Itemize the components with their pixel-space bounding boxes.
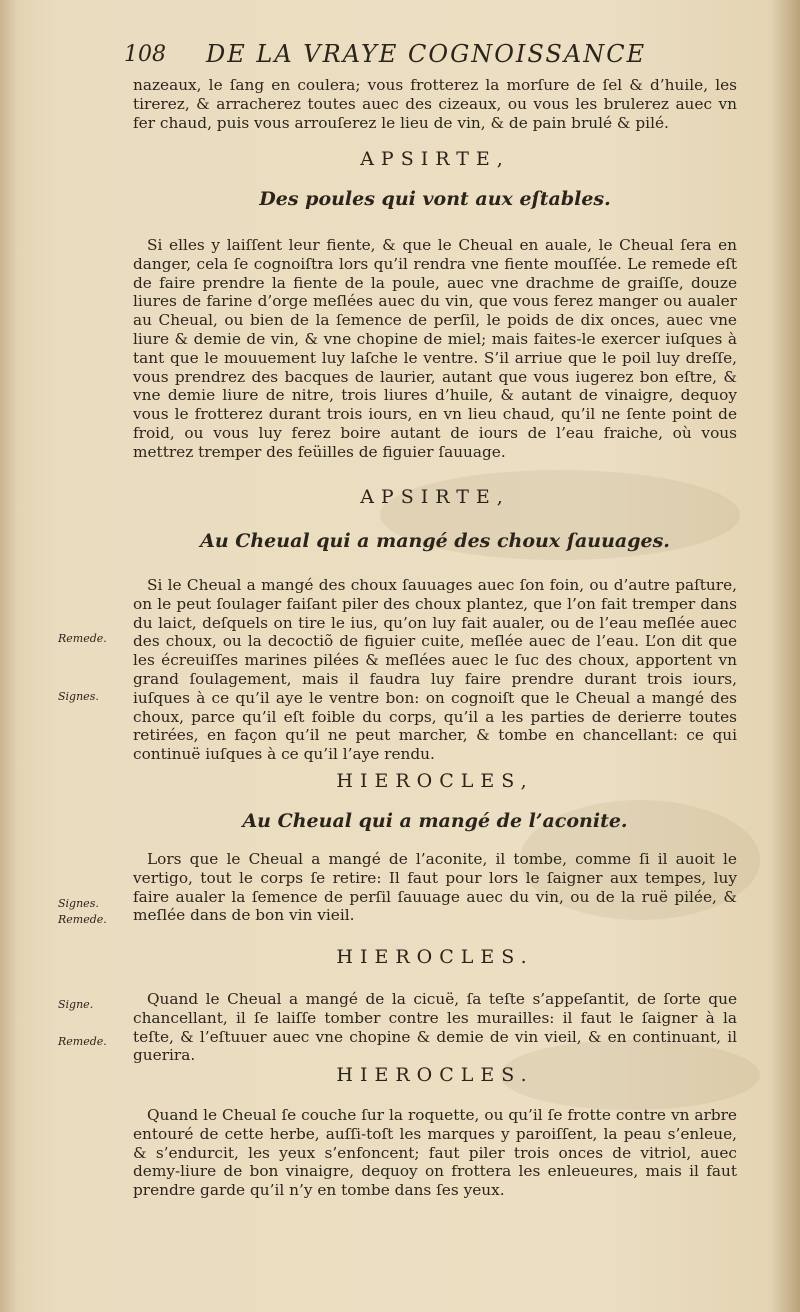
margin-note-signes: Signes. [58,897,99,910]
section-subheading-choux: Au Cheual qui a mangé des choux ſauuages. [200,530,670,552]
section-heading-apsirte-1: APSIRTE, [360,148,510,170]
paragraph-cicue: Quand le Cheual a mangé de la cicuë, ſa teſte s’appeſantit, de ſorte que chancellant, il ſe laiſſe tomber contre les murailles: il faut le ſaigner à la teſte, & l’eſtuuer auec vne chopine & demie de vin vieil, & en continuant, il guerira. [133,990,737,1065]
running-title: DE LA VRAYE COGNOISSANCE [206,40,647,68]
margin-note-remede: Remede. [58,632,107,645]
margin-note-signe: Signe. [58,998,94,1011]
section-heading-hierocles-3: HIEROCLES. [336,1064,534,1086]
page-number: 108 [124,42,166,67]
section-heading-hierocles-1: HIEROCLES, [336,770,534,792]
section-subheading-aconite: Au Cheual qui a mangé de l’aconite. [242,810,628,832]
paragraph-roquette: Quand le Cheual ſe couche ſur la roquette, ou qu’il ſe frotte contre vn arbre entouré de cette herbe, auſſi-toſt les marques y paroiſſent, la peau s’enleue, & s’endurcit, les yeux s’enfoncent; faut piler trois onces de vitriol, auec demy-liure de bon vinaigre, dequoy on frottera les enleueures, mais il faut prendre garde qu’il n’y en tombe dans ſes yeux. [133,1106,737,1200]
section-heading-hierocles-2: HIEROCLES. [336,946,534,968]
paragraph-choux: Si le Cheual a mangé des choux ſauuages auec ſon foin, ou d’autre paſture, on le peut ſoulager faiſant piler des choux plantez, que l’on fait tremper dans du laict, deſquels on tire le ius, qu’on luy fait aualer, ou de l’eau meſlée auec des choux, ou la decoctiõ de figuier cuite, meſlée auec de l’eau. L’on dit que les écreuiſſes marines pilées & meſlées auec le ſuc des choux, apportent vn grand ſoulagement, mais il faudra luy faire prendre durant trois iours, iuſques à ce qu’il aye le ventre bon: on cognoiſt que le Cheual a mangé des choux, parce qu’il eſt foible du corps, qu’il a les parties de derierre toutes retirées, en façon qu’il ne peut marcher, & tombe en chancellant: ce qui continuë iuſques à ce qu’il l’aye rendu. [133,576,737,764]
page-header [124,40,744,72]
margin-note-signes: Signes. [58,690,99,703]
margin-note-remede: Remede. [58,913,107,926]
margin-note-remede: Remede. [58,1035,107,1048]
paragraph-aconite: Lors que le Cheual a mangé de l’aconite, il tombe, comme ſi il auoit le vertigo, tout le corps ſe retire: Il faut pour lors le ſaigner aux tempes, luy faire aualer la ſemence de perſil ſauuage auec du vin, ou de la ruë pilée, & meſlée dans de bon vin vieil. [133,850,737,925]
section-subheading-poules: Des poules qui vont aux eſtables. [259,188,611,210]
section-heading-apsirte-2: APSIRTE, [360,486,510,508]
paragraph-poules: Si elles y laiſſent leur fiente, & que le Cheual en auale, le Cheual ſera en danger, cela ſe cognoiſtra lors qu’il rendra vne fiente mouſſée. Le remede eſt de faire prendre la fiente de la poule, auec vne drachme de graiſſe, douze liures de farine d’orge meſlées auec du vin, que vous ferez manger ou aualer au Cheual, ou bien de la ſemence de perſil, le poids de dix onces, auec vne liure & demie de vin, & vne chopine de miel; mais faites-le exercer iuſques à tant que le mouuement luy laſche le ventre. S’il arriue que le poil luy dreſſe, vous prendrez des bacques de laurier, autant que vous iugerez bon eſtre, & vne demie liure de nitre, trois liures d’huile, & autant de vinaigre, dequoy vous le frotterez durant trois iours, en vn lieu chaud, qu’il ne ſente point de froid, ou vous luy ferez boire autant de iours de l’eau fraiche, où vous mettrez tremper des feüilles de figuier ſauuage. [133,236,737,461]
paragraph-intro: nazeaux, le ſang en coulera; vous frotterez la morſure de ſel & d’huile, les tirerez, & arracherez toutes auec des cizeaux, ou vous les brulerez auec vn fer chaud, puis vous arrouſerez le lieu de vin, & de pain brulé & pilé. [133,76,737,132]
